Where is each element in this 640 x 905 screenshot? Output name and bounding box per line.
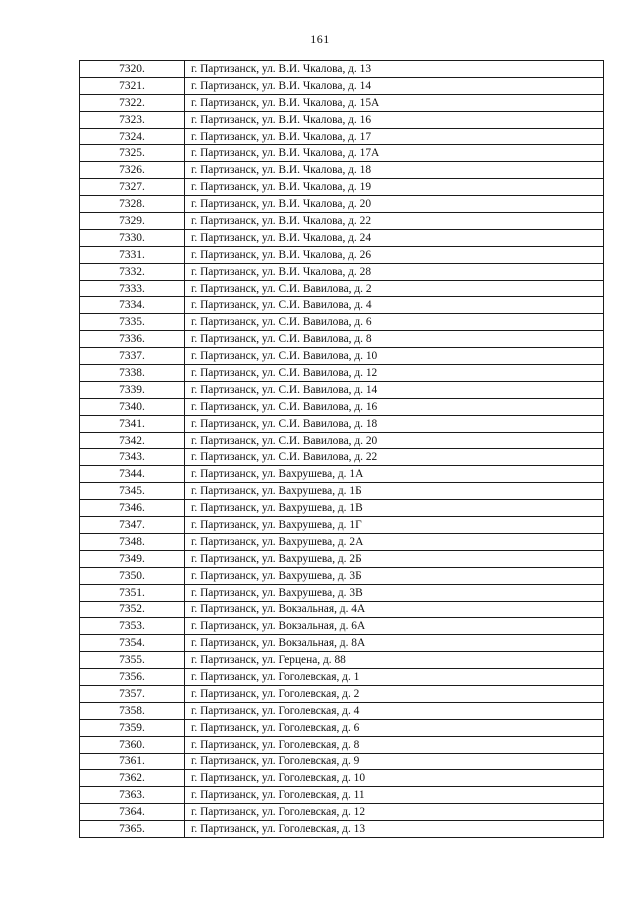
table-row [80,685,604,702]
row-number-cell: 7335. [80,314,185,331]
table-row [80,635,604,652]
table-row [80,702,604,719]
table-row [80,77,604,94]
address-cell: г. Партизанск, ул. Вокзальная, д. 8А [185,635,604,652]
row-number-cell: 7322. [80,94,185,111]
address-cell: г. Партизанск, ул. Вахрушева, д. 2Б [185,550,604,567]
address-cell: г. Партизанск, ул. Вокзальная, д. 4А [185,601,604,618]
row-number-cell: 7344. [80,466,185,483]
row-number-cell: 7364. [80,804,185,821]
row-number-cell: 7350. [80,567,185,584]
table-row [80,483,604,500]
row-number-cell: 7354. [80,635,185,652]
table-row [80,229,604,246]
row-number-cell: 7347. [80,517,185,534]
table-row [80,94,604,111]
address-cell: г. Партизанск, ул. В.И. Чкалова, д. 28 [185,263,604,280]
address-cell: г. Партизанск, ул. Гоголевская, д. 10 [185,770,604,787]
row-number-cell: 7352. [80,601,185,618]
table-row [80,466,604,483]
address-table [79,60,604,838]
row-number-cell: 7337. [80,348,185,365]
row-number-cell: 7359. [80,719,185,736]
table-row [80,787,604,804]
address-cell: г. Партизанск, ул. В.И. Чкалова, д. 15А [185,94,604,111]
table-row [80,753,604,770]
table-row [80,280,604,297]
address-cell: г. Партизанск, ул. С.И. Вавилова, д. 4 [185,297,604,314]
address-cell: г. Партизанск, ул. С.И. Вавилова, д. 16 [185,398,604,415]
table-row [80,601,604,618]
row-number-cell: 7332. [80,263,185,280]
table-row [80,145,604,162]
row-number-cell: 7339. [80,381,185,398]
row-number-cell: 7320. [80,61,185,78]
row-number-cell: 7338. [80,365,185,382]
table-row [80,719,604,736]
table-row [80,449,604,466]
row-number-cell: 7360. [80,736,185,753]
row-number-cell: 7363. [80,787,185,804]
table-row [80,61,604,78]
address-cell: г. Партизанск, ул. Вахрушева, д. 1В [185,500,604,517]
table-row [80,128,604,145]
table-row [80,213,604,230]
row-number-cell: 7355. [80,652,185,669]
row-number-cell: 7334. [80,297,185,314]
table-row [80,500,604,517]
address-cell: г. Партизанск, ул. Вокзальная, д. 6А [185,618,604,635]
page-number: 161 [310,32,330,46]
table-row [80,770,604,787]
table-row [80,162,604,179]
address-cell: г. Партизанск, ул. В.И. Чкалова, д. 26 [185,246,604,263]
row-number-cell: 7345. [80,483,185,500]
address-table-body [80,61,604,838]
address-cell: г. Партизанск, ул. В.И. Чкалова, д. 18 [185,162,604,179]
row-number-cell: 7321. [80,77,185,94]
table-row [80,297,604,314]
address-cell: г. Партизанск, ул. С.И. Вавилова, д. 12 [185,365,604,382]
address-cell: г. Партизанск, ул. В.И. Чкалова, д. 24 [185,229,604,246]
address-cell: г. Партизанск, ул. В.И. Чкалова, д. 16 [185,111,604,128]
row-number-cell: 7356. [80,669,185,686]
table-row [80,246,604,263]
address-cell: г. Партизанск, ул. В.И. Чкалова, д. 19 [185,179,604,196]
row-number-cell: 7342. [80,432,185,449]
address-cell: г. Партизанск, ул. В.И. Чкалова, д. 20 [185,196,604,213]
address-cell: г. Партизанск, ул. Вахрушева, д. 3В [185,584,604,601]
address-cell: г. Партизанск, ул. Гоголевская, д. 6 [185,719,604,736]
address-cell: г. Партизанск, ул. Вахрушева, д. 3Б [185,567,604,584]
address-cell: г. Партизанск, ул. С.И. Вавилова, д. 8 [185,331,604,348]
table-row [80,652,604,669]
table-row [80,179,604,196]
address-cell: г. Партизанск, ул. Гоголевская, д. 12 [185,804,604,821]
row-number-cell: 7357. [80,685,185,702]
address-cell: г. Партизанск, ул. Вахрушева, д. 1А [185,466,604,483]
table-row [80,821,604,838]
row-number-cell: 7341. [80,415,185,432]
row-number-cell: 7343. [80,449,185,466]
row-number-cell: 7324. [80,128,185,145]
table-row [80,517,604,534]
table-row [80,736,604,753]
address-cell: г. Партизанск, ул. С.И. Вавилова, д. 14 [185,381,604,398]
address-cell: г. Партизанск, ул. В.И. Чкалова, д. 13 [185,61,604,78]
table-row [80,348,604,365]
table-row [80,398,604,415]
table-row [80,550,604,567]
address-cell: г. Партизанск, ул. Гоголевская, д. 1 [185,669,604,686]
row-number-cell: 7361. [80,753,185,770]
table-row [80,365,604,382]
address-cell: г. Партизанск, ул. В.И. Чкалова, д. 14 [185,77,604,94]
row-number-cell: 7336. [80,331,185,348]
row-number-cell: 7340. [80,398,185,415]
row-number-cell: 7346. [80,500,185,517]
row-number-cell: 7323. [80,111,185,128]
table-row [80,618,604,635]
table-row [80,669,604,686]
row-number-cell: 7327. [80,179,185,196]
address-cell: г. Партизанск, ул. С.И. Вавилова, д. 10 [185,348,604,365]
row-number-cell: 7353. [80,618,185,635]
address-cell: г. Партизанск, ул. Гоголевская, д. 11 [185,787,604,804]
address-cell: г. Партизанск, ул. С.И. Вавилова, д. 20 [185,432,604,449]
row-number-cell: 7330. [80,229,185,246]
address-cell: г. Партизанск, ул. Гоголевская, д. 4 [185,702,604,719]
row-number-cell: 7329. [80,213,185,230]
row-number-cell: 7348. [80,533,185,550]
row-number-cell: 7349. [80,550,185,567]
address-cell: г. Партизанск, ул. Вахрушева, д. 1Г [185,517,604,534]
table-row [80,263,604,280]
address-cell: г. Партизанск, ул. Гоголевская, д. 8 [185,736,604,753]
table-row [80,196,604,213]
table-row [80,111,604,128]
address-cell: г. Партизанск, ул. С.И. Вавилова, д. 18 [185,415,604,432]
table-row [80,584,604,601]
table-row [80,331,604,348]
address-cell: г. Партизанск, ул. Герцена, д. 88 [185,652,604,669]
address-cell: г. Партизанск, ул. В.И. Чкалова, д. 17А [185,145,604,162]
table-row [80,533,604,550]
row-number-cell: 7333. [80,280,185,297]
row-number-cell: 7325. [80,145,185,162]
address-cell: г. Партизанск, ул. В.И. Чкалова, д. 22 [185,213,604,230]
table-row [80,381,604,398]
table-row [80,804,604,821]
row-number-cell: 7362. [80,770,185,787]
address-cell: г. Партизанск, ул. Вахрушева, д. 2А [185,533,604,550]
row-number-cell: 7351. [80,584,185,601]
row-number-cell: 7328. [80,196,185,213]
table-row [80,314,604,331]
row-number-cell: 7358. [80,702,185,719]
address-cell: г. Партизанск, ул. С.И. Вавилова, д. 2 [185,280,604,297]
address-cell: г. Партизанск, ул. В.И. Чкалова, д. 17 [185,128,604,145]
address-cell: г. Партизанск, ул. Гоголевская, д. 9 [185,753,604,770]
table-row [80,567,604,584]
row-number-cell: 7331. [80,246,185,263]
row-number-cell: 7365. [80,821,185,838]
row-number-cell: 7326. [80,162,185,179]
address-cell: г. Партизанск, ул. С.И. Вавилова, д. 6 [185,314,604,331]
address-cell: г. Партизанск, ул. Гоголевская, д. 13 [185,821,604,838]
address-cell: г. Партизанск, ул. Гоголевская, д. 2 [185,685,604,702]
table-row [80,415,604,432]
table-row [80,432,604,449]
address-cell: г. Партизанск, ул. С.И. Вавилова, д. 22 [185,449,604,466]
address-cell: г. Партизанск, ул. Вахрушева, д. 1Б [185,483,604,500]
